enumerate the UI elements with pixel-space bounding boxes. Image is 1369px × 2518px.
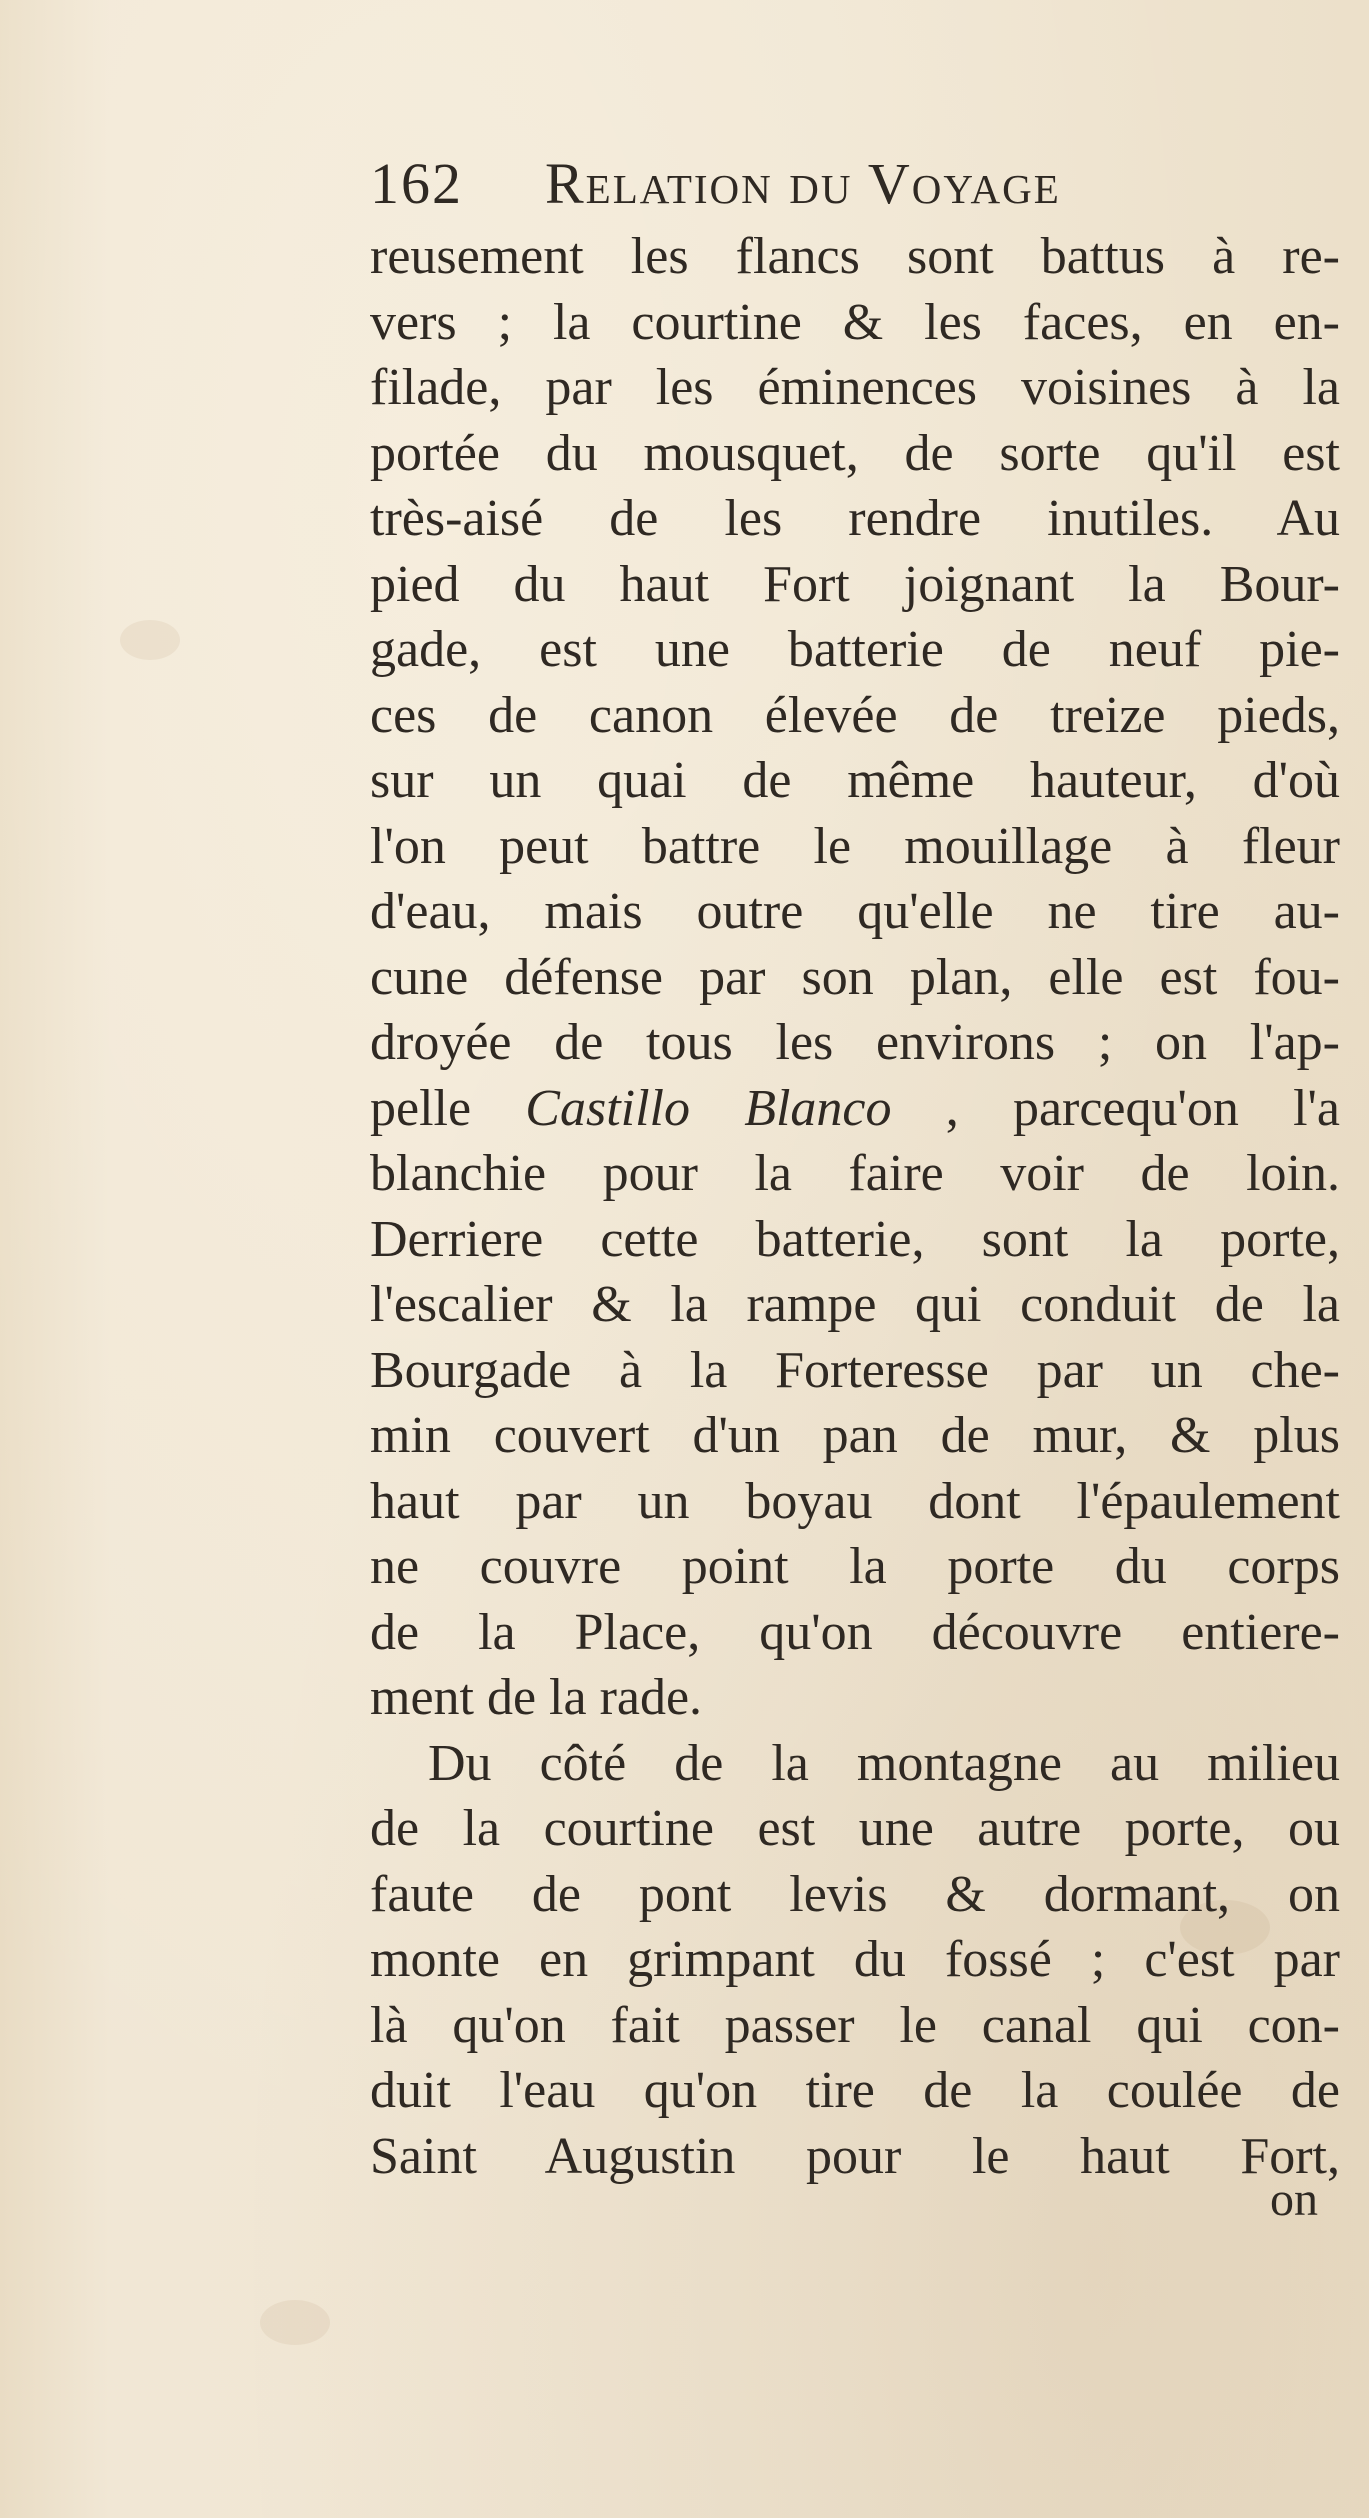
text-line: Bourgade à la Forteresse par un che- xyxy=(370,1341,1340,1399)
text-line: min couvert d'un pan de mur, & plus xyxy=(370,1407,1340,1464)
text-line: là qu'on fait passer le canal qui con- xyxy=(370,1996,1340,2054)
text-line: ces de canon élevée de treize pieds, xyxy=(370,686,1340,744)
text-line: blanchie pour la faire voir de loin. xyxy=(370,1145,1340,1202)
text-line: gade, est une batterie de neuf pie- xyxy=(370,621,1340,678)
text-line: pied du haut Fort joignant la Bour- xyxy=(370,555,1340,613)
text-line: ment de la rade. xyxy=(370,1669,703,1726)
text-line: Derriere cette batterie, sont la porte, xyxy=(370,1210,1340,1268)
text-line: droyée de tous les environs ; on l'ap- xyxy=(370,1014,1340,1071)
text-line: ne couvre point la porte du corps xyxy=(370,1538,1340,1595)
text-line: reusement les flancs sont battus à re- xyxy=(370,228,1340,285)
page-number: 162 xyxy=(370,151,463,216)
text-line-with-italic xyxy=(370,1076,1340,1142)
text-line: l'escalier & la rampe qui conduit de la xyxy=(370,1276,1340,1333)
text-line: Saint Augustin pour le haut Fort, xyxy=(370,2127,1340,2185)
text-line: de la Place, qu'on découvre entiere- xyxy=(370,1603,1340,1661)
catchword: on xyxy=(1270,2173,1318,2226)
text-line: très-aisé de les rendre inutiles. Au xyxy=(370,490,1340,547)
paper-stain xyxy=(120,620,180,660)
text-line: duit l'eau qu'on tire de la coulée de xyxy=(370,2062,1340,2119)
text-line: l'on peut battre le mouillage à fleur xyxy=(370,817,1340,875)
text-line: vers ; la courtine & les faces, en en- xyxy=(370,293,1340,351)
text-line: haut par un boyau dont l'épaulement xyxy=(370,1472,1340,1530)
text-line: portée du mousquet, de sorte qu'il est xyxy=(370,424,1340,482)
text-line: faute de pont levis & dormant, on xyxy=(370,1865,1340,1923)
paragraph-first-line: Du côté de la montagne au milieu xyxy=(428,1734,1340,1792)
text-run: , parcequ'on l'a xyxy=(891,1079,1340,1137)
text-line: sur un quai de même hauteur, d'où xyxy=(370,752,1340,809)
text-line: filade, par les éminences voisines à la xyxy=(370,359,1340,416)
text-line: monte en grimpant du fossé ; c'est par xyxy=(370,1931,1340,1988)
running-head xyxy=(370,150,1250,220)
text-line: de la courtine est une autre porte, ou xyxy=(370,1800,1340,1857)
text-line: cune défense par son plan, elle est fou- xyxy=(370,948,1340,1006)
body-text xyxy=(370,224,1340,2189)
text-run: pelle xyxy=(370,1079,526,1137)
paper-stain xyxy=(260,2300,330,2345)
running-head-title: Relation du Voyage xyxy=(545,151,1061,216)
italic-place-name: Castillo Blanco xyxy=(525,1079,892,1137)
text-line: d'eau, mais outre qu'elle ne tire au- xyxy=(370,883,1340,940)
